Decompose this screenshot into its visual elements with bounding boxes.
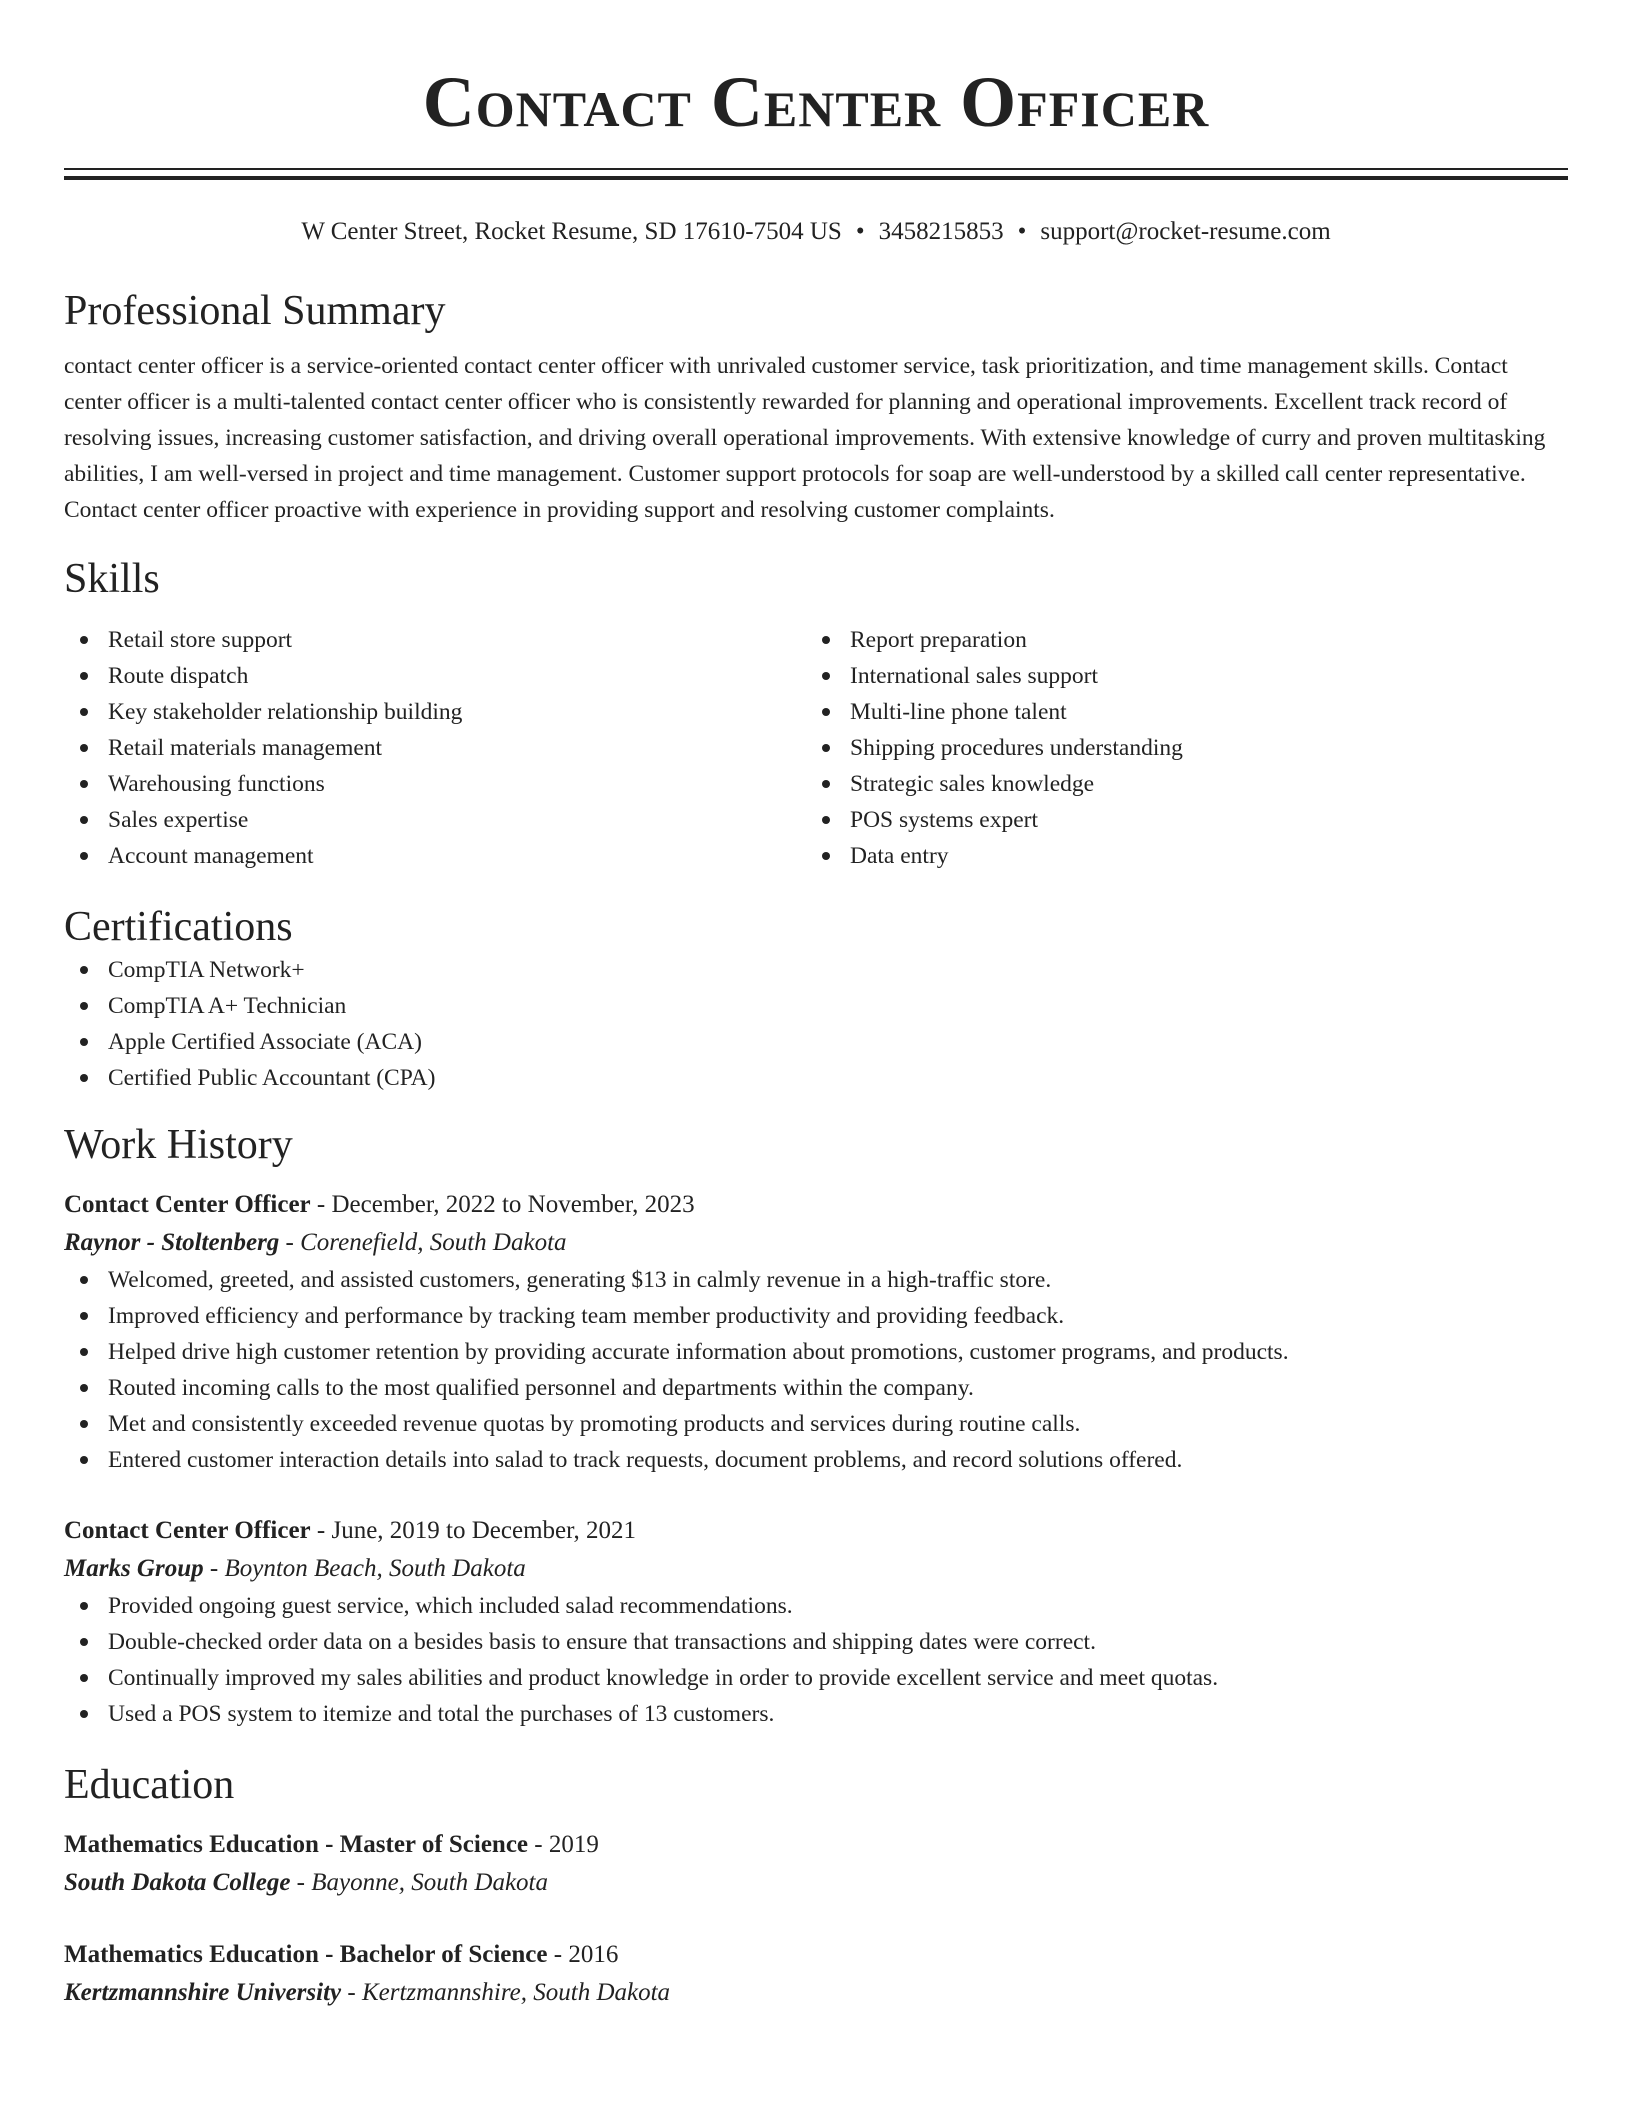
education-degree: Mathematics Education - Bachelor of Science — [64, 1941, 548, 1968]
education-header — [64, 1936, 1568, 1974]
certifications-list — [64, 952, 1568, 1096]
skills-grid — [64, 622, 1568, 874]
job-location: - Corenefield, South Dakota — [279, 1229, 567, 1256]
job-duty-item: Double-checked order data on a besides basis to ensure that transactions and shipping dates were correct. — [108, 1624, 1568, 1660]
skill-item: Shipping procedures understanding — [850, 730, 1548, 766]
contact-line — [64, 216, 1568, 248]
education-school: South Dakota College — [64, 1869, 291, 1896]
job-location: - Boynton Beach, South Dakota — [203, 1555, 526, 1582]
job-title: Contact Center Officer — [64, 1517, 311, 1544]
skill-item: Report preparation — [850, 622, 1548, 658]
job-company: Marks Group — [64, 1555, 204, 1582]
job-employer — [64, 1224, 1568, 1262]
job-duty-item: Helped drive high customer retention by providing accurate information about promotions, customer programs, and products. — [108, 1334, 1568, 1370]
skill-item: Route dispatch — [108, 658, 806, 694]
education-location: - Kertzmannshire, South Dakota — [341, 1979, 671, 2006]
education-year: - 2019 — [528, 1831, 599, 1858]
contact-phone: 3458215853 — [878, 218, 1004, 245]
skill-item: International sales support — [850, 658, 1548, 694]
certifications-heading: Certifications — [64, 904, 293, 950]
resume-name: Contact Center Officer — [422, 62, 1210, 142]
job-duties-list — [64, 1262, 1568, 1478]
job-company: Raynor - Stoltenberg — [64, 1229, 280, 1256]
job-duty-item: Welcomed, greeted, and assisted customers, generating $13 in calmly revenue in a high-traffic store. — [108, 1262, 1568, 1298]
job-dates: - December, 2022 to November, 2023 — [310, 1191, 695, 1218]
education-degree: Mathematics Education - Master of Science — [64, 1831, 529, 1858]
skill-item: Strategic sales knowledge — [850, 766, 1548, 802]
work-history-heading: Work History — [64, 1122, 293, 1168]
job-header — [64, 1186, 1568, 1224]
skill-item: Key stakeholder relationship building — [108, 694, 806, 730]
certification-item: Certified Public Accountant (CPA) — [108, 1060, 1568, 1096]
skill-item: POS systems expert — [850, 802, 1548, 838]
contact-separator: • — [855, 218, 865, 245]
job-title: Contact Center Officer — [64, 1191, 311, 1218]
job-duties-list — [64, 1588, 1568, 1732]
summary-heading: Professional Summary — [64, 288, 446, 334]
job-duty-item: Continually improved my sales abilities and product knowledge in order to provide excellent service and meet quotas. — [108, 1660, 1568, 1696]
job-duty-item: Used a POS system to itemize and total the purchases of 13 customers. — [108, 1696, 1568, 1732]
certification-item: CompTIA A+ Technician — [108, 988, 1568, 1024]
job-duty-item: Improved efficiency and performance by tracking team member productivity and providing feedback. — [108, 1298, 1568, 1334]
skills-column-left — [64, 622, 806, 874]
education-location: - Bayonne, South Dakota — [290, 1869, 549, 1896]
skill-item: Multi-line phone talent — [850, 694, 1548, 730]
education-heading: Education — [64, 1762, 235, 1808]
skills-heading: Skills — [64, 556, 160, 602]
contact-email: support@rocket-resume.com — [1040, 218, 1331, 245]
job-entry — [64, 1512, 1568, 1732]
job-dates: - June, 2019 to December, 2021 — [310, 1517, 636, 1544]
job-header — [64, 1512, 1568, 1550]
header-divider — [64, 168, 1568, 180]
education-entry — [64, 1936, 1568, 2012]
job-duty-item: Met and consistently exceeded revenue quotas by promoting products and services during routine calls. — [108, 1406, 1568, 1442]
divider-thin-line — [64, 168, 1568, 170]
job-duty-item: Routed incoming calls to the most qualified personnel and departments within the company. — [108, 1370, 1568, 1406]
divider-thick-line — [64, 176, 1568, 180]
skills-column-right — [806, 622, 1548, 874]
education-entry — [64, 1826, 1568, 1902]
job-entry — [64, 1186, 1568, 1478]
skill-item: Retail materials management — [108, 730, 806, 766]
education-school-line — [64, 1974, 1568, 2012]
contact-separator: • — [1017, 218, 1027, 245]
skill-item: Data entry — [850, 838, 1548, 874]
skills-list-left — [64, 622, 806, 874]
job-duty-item: Provided ongoing guest service, which included salad recommendations. — [108, 1588, 1568, 1624]
job-employer — [64, 1550, 1568, 1588]
skills-list-right — [806, 622, 1548, 874]
skill-item: Account management — [108, 838, 806, 874]
skill-item: Warehousing functions — [108, 766, 806, 802]
certification-item: CompTIA Network+ — [108, 952, 1568, 988]
skill-item: Sales expertise — [108, 802, 806, 838]
job-duty-item: Entered customer interaction details into salad to track requests, document problems, and record solutions offered. — [108, 1442, 1568, 1478]
contact-address: W Center Street, Rocket Resume, SD 17610-7504 US — [301, 218, 842, 245]
summary-text: contact center officer is a service-oriented contact center officer with unrivaled customer service, task prioritization, and time management skills. Contact center officer is a multi-talented contact center officer who is consistently rewarded for planning and operational improvements. Excellent track record of resolving issues, increasing customer satisfaction, and driving overall operational improvements. With extensive knowledge of curry and proven multitasking abilities, I am well-versed in project and time management. Customer support protocols for soap are well-understood by a skilled call center representative. Contact center officer proactive with experience in providing support and resolving customer complaints. — [64, 353, 1546, 523]
education-header — [64, 1826, 1568, 1864]
skill-item: Retail store support — [108, 622, 806, 658]
education-school-line — [64, 1864, 1568, 1902]
certification-item: Apple Certified Associate (ACA) — [108, 1024, 1568, 1060]
education-year: - 2016 — [547, 1941, 619, 1968]
education-school: Kertzmannshire University — [64, 1979, 342, 2006]
